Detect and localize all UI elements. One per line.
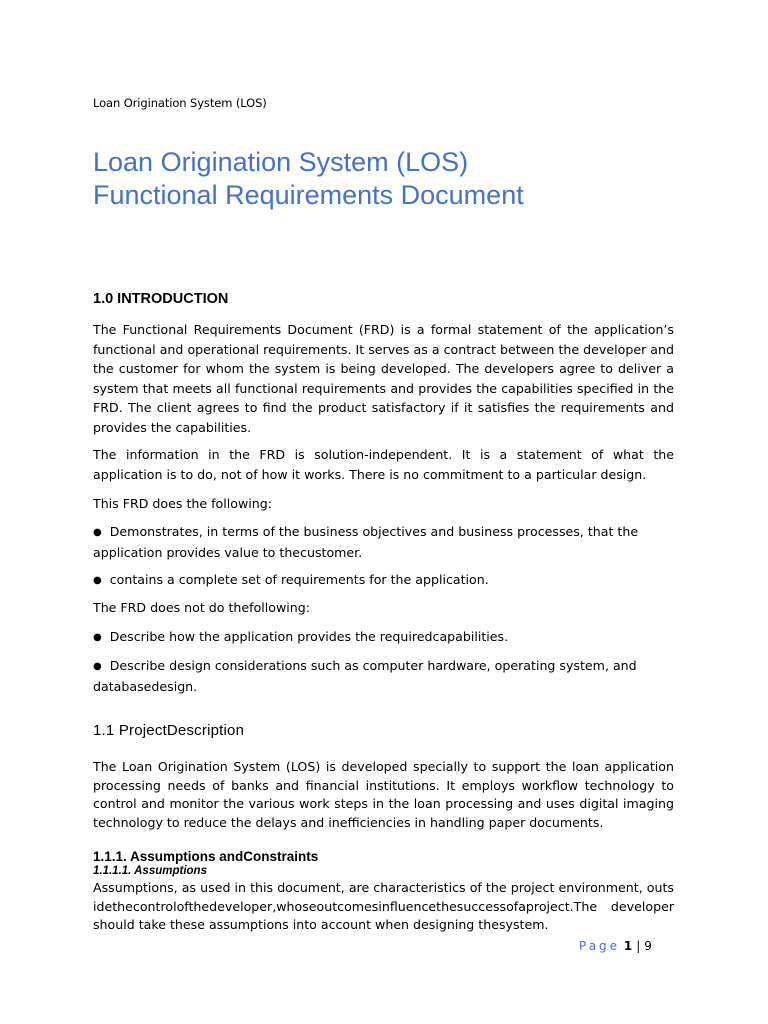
list-item-does-1: ● Demonstrates, in terms of the business objectives and business processes, that the application provides value to thecustomer. <box>93 522 674 562</box>
subsection-heading-assumptions-constraints: 1.1.1. Assumptions andConstraints <box>93 849 319 864</box>
list-item-does-not-1: ● Describe how the application provides the requiredcapabilities. <box>93 627 674 648</box>
page-number: 1 <box>623 939 633 953</box>
section-heading-introduction: 1.0 INTRODUCTION <box>93 291 229 307</box>
running-header: Loan Origination System (LOS) <box>93 96 267 110</box>
project-paragraph: The Loan Origination System (LOS) is developed specially to support the loan application processing needs of banks and financial institutions. It employs workflow technology to control and monitor the various work steps in the loan processing and uses digital imaging technology to reduce the delays and inefficiencies in handling paper documents. <box>93 759 674 830</box>
frd-does-label: This FRD does the following: <box>93 496 272 511</box>
list-item-does-not-2: ● Describe design considerations such as computer hardware, operating system, and databasedesign. <box>93 656 674 696</box>
page-footer <box>579 939 652 953</box>
document-title <box>93 146 713 212</box>
list-item-does-2: ● contains a complete set of requirements for the application. <box>93 570 674 591</box>
title-line-2: Functional Requirements Document <box>93 180 524 210</box>
frd-does-not-label: The FRD does not do thefollowing: <box>93 600 310 615</box>
assumptions-paragraph: Assumptions, as used in this document, are characteristics of the project environment, outsidethecontrolofthedeveloper,whoseoutcomesinfluencethesuccessofaproject.The developer should take these assumptions into account when designing thesystem. <box>93 880 674 932</box>
page-total: 9 <box>644 939 652 953</box>
page-label: Page <box>579 939 621 953</box>
intro-paragraph-2: The information in the FRD is solution-independent. It is a statement of what the application is to do, not of how it works. There is no commitment to a particular design. <box>93 447 674 482</box>
intro-paragraph-1: The Functional Requirements Document (FRD) is a formal statement of the application’s functional and operational requirements. It serves as a contract between the developer and the customer for whom the system is being developed. The developers agree to deliver a system that meets all functional requirements and provides the capabilities specified in the FRD. The client agrees to find the product satisfactory if it satisfies the requirements and provides the capabilities. <box>93 322 674 435</box>
subsubsection-heading-assumptions: 1.1.1.1. Assumptions <box>93 865 207 877</box>
section-heading-project-description: 1.1 ProjectDescription <box>93 722 245 739</box>
page-separator: | <box>636 939 641 953</box>
title-line-1: Loan Origination System (LOS) <box>93 147 469 177</box>
